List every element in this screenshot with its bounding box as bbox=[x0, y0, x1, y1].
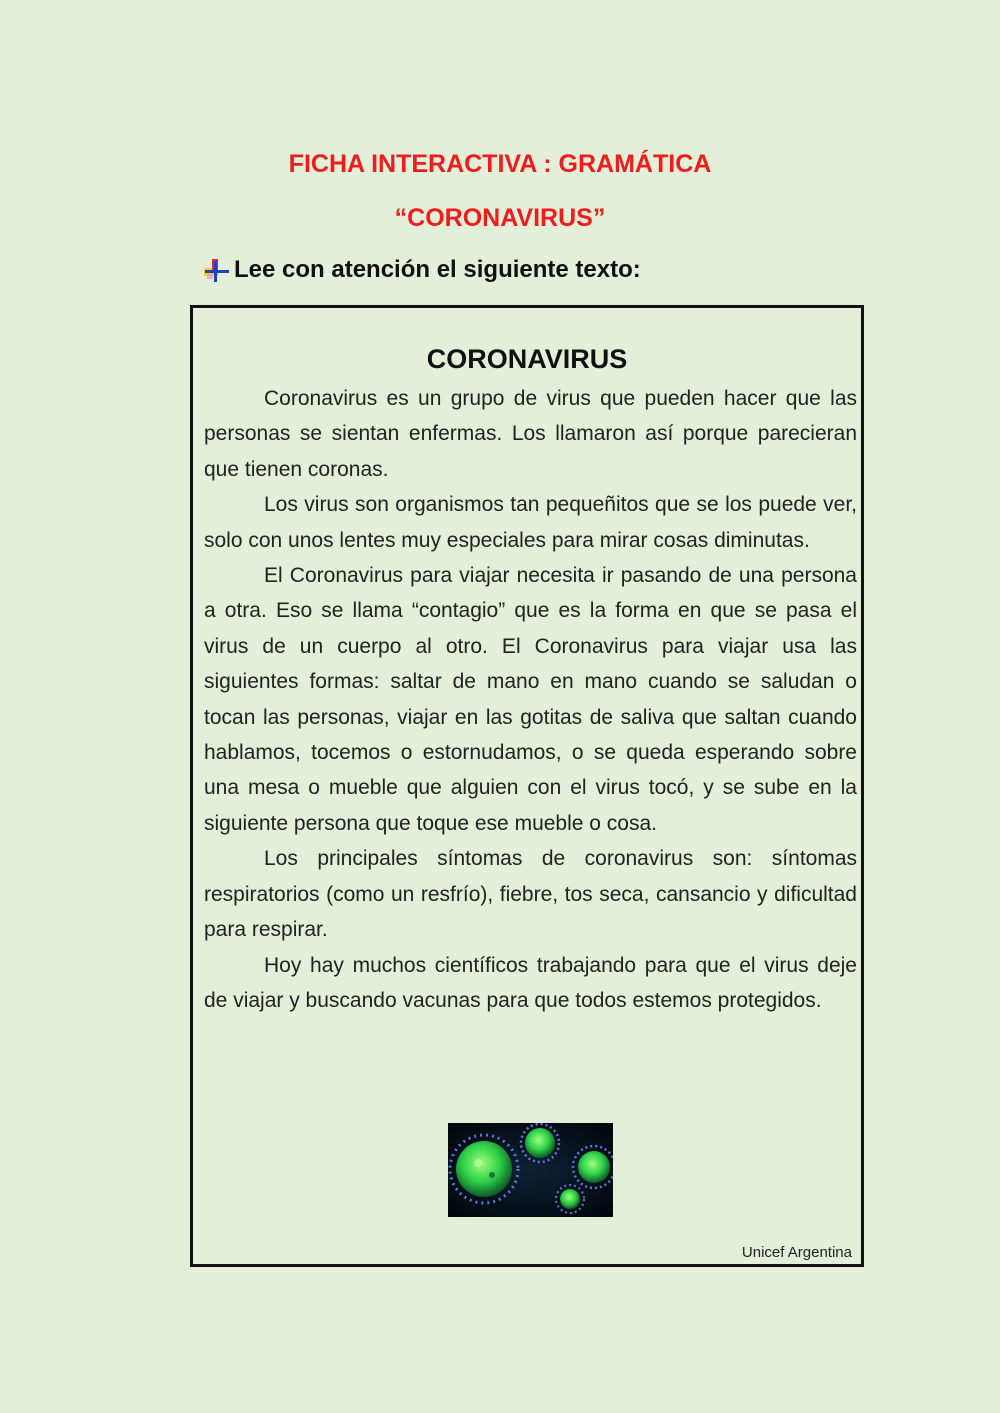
virus-illustration bbox=[448, 1123, 613, 1217]
source-credit: Unicef Argentina bbox=[741, 1244, 852, 1261]
article-paragraph: Los virus son organismos tan pequeñitos que se los puede ver, solo con unos lentes muy especiales para mirar cosas diminutas. bbox=[204, 493, 857, 552]
article-title: CORONAVIRUS bbox=[426, 344, 628, 374]
worksheet-title: FICHA INTERACTIVA : GRAMÁTICA bbox=[288, 150, 712, 178]
article-paragraph: El Coronavirus para viajar necesita ir pasando de una persona a otra. Eso se llama “contagio” que es la forma en que se pasa el virus de un cuerpo al otro. El Coronavirus para viajar usa las siguientes formas: saltar de mano en mano cuando se saludan o tocan las personas, viajar en las gotitas de saliva que saltan cuando hablamos, tocemos o estornudamos, o se queda esperando sobre una mesa o mueble que alguien con el virus tocó, y se sube en la siguiente persona que toque ese mueble o cosa. bbox=[204, 564, 857, 835]
bullet-plus-icon bbox=[203, 256, 231, 284]
article-paragraph: Los principales síntomas de coronavirus son: síntomas respiratorios (como un resfrío), fiebre, tos seca, cansancio y dificultad para respirar. bbox=[204, 847, 857, 942]
reading-box bbox=[190, 305, 864, 1267]
article-paragraph: Hoy hay muchos científicos trabajando para que el virus deje de viajar y buscando vacunas para que todos estemos protegidos. bbox=[204, 953, 857, 1012]
instruction-text: Lee con atención el siguiente texto: bbox=[234, 256, 641, 283]
article-paragraph: Coronavirus es un grupo de virus que pueden hacer que las personas se sientan enfermas. Los llamaron así porque parecieran que tienen coronas. bbox=[204, 387, 857, 481]
worksheet-subtitle: “CORONAVIRUS” bbox=[394, 204, 606, 232]
article-body bbox=[204, 381, 857, 1018]
instruction bbox=[203, 255, 641, 285]
